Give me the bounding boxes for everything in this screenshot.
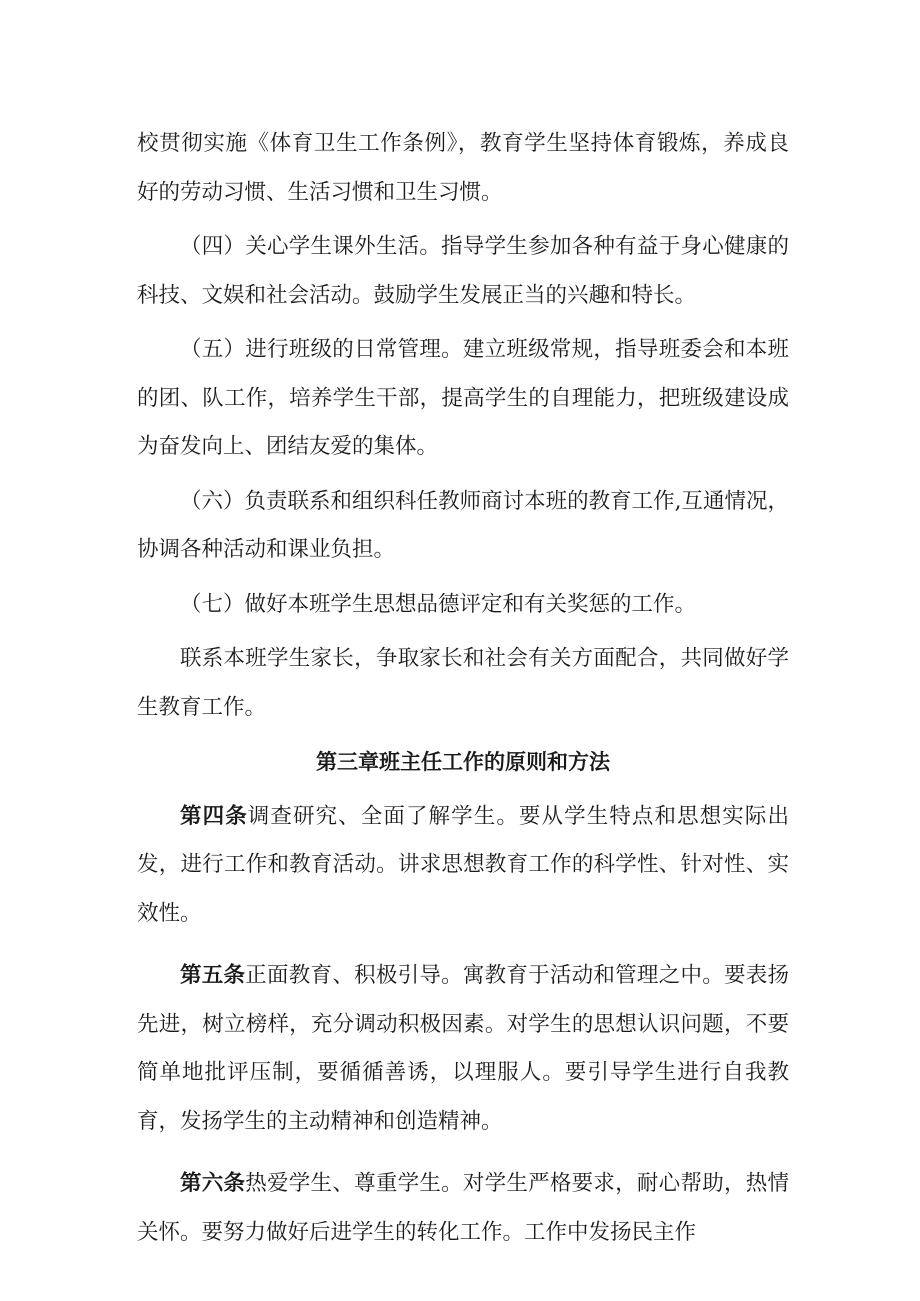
article-4-label: 第四条 (180, 803, 248, 829)
article-4-text: 调查研究、全面了解学生。要从学生特点和思想实际出发，进行工作和教育活动。讲求思想教育工作的科学性、针对性、实效性。 (137, 803, 789, 926)
article-5-text: 正面教育、积极引导。寓教育于活动和管理之中。要表扬先进，树立榜样，充分调动积极因素。对学生的思想认识问题，不要简单地批评压制，要循循善诱，以理服人。要引导学生进行自我教育，发扬学生的主动精神和创造精神。 (137, 963, 789, 1134)
article-5-label: 第五条 (180, 963, 246, 988)
document-body (137, 120, 789, 1257)
article-4 (137, 793, 789, 939)
paragraph-item-7: （七）做好本班学生思想品德评定和有关奖惩的工作。 (180, 591, 697, 617)
paragraph-continuation: 校贯彻实施《体育卫生工作条例》，教育学生坚持体育锻炼，养成良好的劳动习惯、生活习惯和卫生习惯。 (137, 131, 789, 205)
paragraph-item-6: （六）负责联系和组织科任教师商讨本班的教育工作,互通情况，协调各种活动和课业负担。 (137, 488, 789, 562)
paragraph-parent-contact: 联系本班学生家长，争取家长和社会有关方面配合，共同做好学生教育工作。 (137, 646, 789, 720)
paragraph-item-5: （五）进行班级的日常管理。建立班级常规，指导班委会和本班的团、队工作，培养学生干部，提高学生的自理能力，把班级建设成为奋发向上、团结友爱的集体。 (137, 337, 789, 459)
chapter-title: 第三章班主任工作的原则和方法 (316, 750, 610, 774)
paragraph-item-4: （四）关心学生课外生活。指导学生参加各种有益于身心健康的科技、文娱和社会活动。鼓励学生发展正当的兴趣和特长。 (137, 234, 789, 308)
article-6-label: 第六条 (180, 1171, 246, 1196)
article-5 (137, 952, 789, 1146)
article-6-text: 热爱学生、尊重学生。对学生严格要求，耐心帮助，热情关怀。要努力做好后进学生的转化工作。工作中发扬民主作 (137, 1171, 789, 1245)
article-6 (137, 1160, 789, 1257)
